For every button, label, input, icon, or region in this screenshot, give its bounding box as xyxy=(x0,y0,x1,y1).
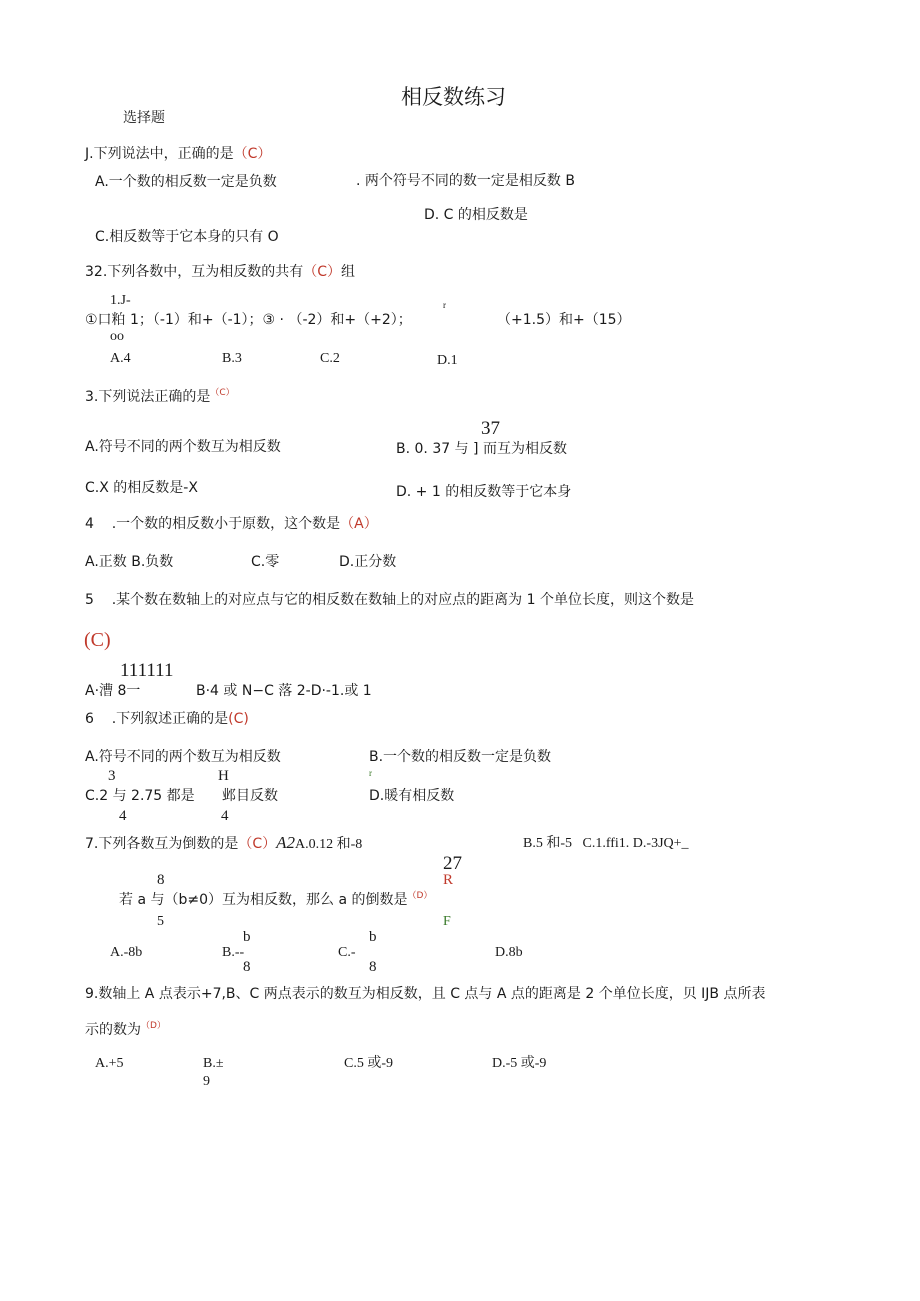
q3-stem xyxy=(85,388,235,406)
q1-option-b: . 两个符号不同的数一定是相反数 B xyxy=(356,173,575,189)
q3-stem-text: 3.下列说法正确的是 xyxy=(85,389,211,405)
q5-stem: 5 .某个数在数轴上的对应点与它的相反数在数轴上的对应点的距离为 1 个单位长度，则这个数是 xyxy=(85,592,694,608)
q8-fraction-8: 8 xyxy=(157,872,165,888)
q5-option-a: A·漕 8一 xyxy=(85,683,141,699)
q7-options-bcd: B.5 和-5 C.1.ffi1. D.-3JQ+_ xyxy=(523,836,689,851)
q8-stem-text: 若 a 与（b≠0）互为相反数，那么 a 的倒数是 xyxy=(119,892,408,908)
q6-option-c-end: 邺目反数 xyxy=(222,788,278,804)
q4-stem xyxy=(85,515,378,533)
q6-fraction-3: 3 xyxy=(108,768,116,784)
q6-fraction-4a: 4 xyxy=(119,808,127,824)
q5-fraction-top: 111111 xyxy=(120,660,174,681)
q5-answer: (C) xyxy=(84,629,111,651)
q1-stem-text: J.下列说法中，正确的是 xyxy=(85,146,234,162)
q3-option-b: B. 0. 37 与 ] 而互为相反数 xyxy=(396,441,567,457)
q1-stem xyxy=(85,145,271,163)
q6-option-c-start: C.2 与 2.75 都是 xyxy=(85,788,195,804)
q8-fraction-5: 5 xyxy=(157,914,164,929)
q6-option-d: D.暖有相反数 xyxy=(369,788,455,804)
q7-stem-text: 7.下列各数互为倒数的是 xyxy=(85,836,239,852)
q8-b-fraction-bottom: 8 xyxy=(243,959,251,975)
q8-option-c: C.- xyxy=(338,945,356,960)
q2-stem xyxy=(85,263,355,281)
q6-stem xyxy=(85,710,249,728)
q9-option-b: B.± xyxy=(203,1056,224,1071)
q7-fraction-27: 27 xyxy=(443,853,462,874)
q2-answer: （C） xyxy=(303,264,342,280)
q7-answer: （C） xyxy=(238,836,277,852)
q1-option-d: D. C 的相反数是 xyxy=(424,207,528,223)
q6-fraction-4b: 4 xyxy=(221,808,229,824)
q1-option-c: C.相反数等于它本身的只有 O xyxy=(95,229,279,245)
q3-fraction-top: 37 xyxy=(481,418,500,439)
q6-fraction-h: H xyxy=(218,768,229,784)
q2-fraction-top: 1.J- xyxy=(110,293,131,308)
q2-stem-text: 32.下列各数中，互为相反数的共有 xyxy=(85,264,304,280)
section-heading: 选择题 xyxy=(123,110,165,126)
q2-option-a: A.4 xyxy=(110,351,131,366)
q8-answer: （D） xyxy=(407,891,433,901)
q2-mark: r xyxy=(443,300,446,310)
q5-option-rest: B·4 或 N−C 落 2-D·-1.或 1 xyxy=(196,683,372,699)
q2-fraction-bottom: oo xyxy=(110,329,124,344)
q8-option-d: D.8b xyxy=(495,945,523,960)
q6-option-b: B.一个数的相反数一定是负数 xyxy=(369,749,552,765)
q9-option-c: C.5 或-9 xyxy=(344,1056,393,1071)
q7-stem xyxy=(85,834,362,854)
q8-c-fraction-top: b xyxy=(369,929,377,945)
q6-option-a: A.符号不同的两个数互为相反数 xyxy=(85,749,281,765)
q1-answer: （C） xyxy=(233,146,272,162)
q6-answer: (C) xyxy=(228,711,249,727)
q2-stem-end: 组 xyxy=(341,264,356,280)
q8-r: R xyxy=(443,872,454,888)
q4-option-d: D.正分数 xyxy=(339,554,397,570)
q4-option-c: C.零 xyxy=(251,554,280,570)
q7-option-a: A.0.12 和-8 xyxy=(295,837,363,852)
q8-c-fraction-bottom: 8 xyxy=(369,959,377,975)
q2-item-4: （+1.5）和+（15） xyxy=(497,312,631,328)
q3-answer: （C） xyxy=(210,388,235,398)
q2-option-d: D.1 xyxy=(437,353,458,368)
q8-option-b: B.-- xyxy=(222,945,245,960)
page-title: 相反数练习 xyxy=(401,85,506,109)
q3-option-a: A.符号不同的两个数互为相反数 xyxy=(85,439,281,455)
q7-garble: A2 xyxy=(276,833,296,852)
q8-f: F xyxy=(443,914,451,929)
q3-option-c: C.X 的相反数是-X xyxy=(85,480,198,496)
q9-option-b-bottom: 9 xyxy=(203,1074,210,1089)
q2-option-b: B.3 xyxy=(222,351,242,366)
q1-option-a: A.一个数的相反数一定是负数 xyxy=(95,174,277,190)
q9-stem-text: 示的数为 xyxy=(85,1022,141,1038)
q9-stem-line1: 9.数轴上 A 点表示+7,B、C 两点表示的数互为相反数，且 C 点与 A 点的距离是 2 个单位长度，贝 IJB 点所表 xyxy=(85,986,766,1002)
q9-option-d: D.-5 或-9 xyxy=(492,1056,547,1071)
q8-b-fraction-top: b xyxy=(243,929,251,945)
q4-answer: （A） xyxy=(340,516,378,532)
q3-option-d: D. + 1 的相反数等于它本身 xyxy=(396,484,572,500)
q9-answer: （D） xyxy=(141,1021,166,1031)
q6-mark: r xyxy=(369,768,372,778)
q2-items: ①口粕 1；（-1）和+（-1）；③ · （-2）和+（+2）； xyxy=(85,312,412,328)
q4-option-ab: A.正数 B.负数 xyxy=(85,554,174,570)
q8-stem xyxy=(119,891,432,909)
q9-option-a: A.+5 xyxy=(95,1056,124,1071)
q2-option-c: C.2 xyxy=(320,351,340,366)
q6-stem-text: 6 .下列叙述正确的是 xyxy=(85,711,229,727)
q4-stem-text: 4 .一个数的相反数小于原数，这个数是 xyxy=(85,516,341,532)
q9-stem-line2 xyxy=(85,1021,166,1039)
q8-option-a: A.-8b xyxy=(110,945,143,960)
